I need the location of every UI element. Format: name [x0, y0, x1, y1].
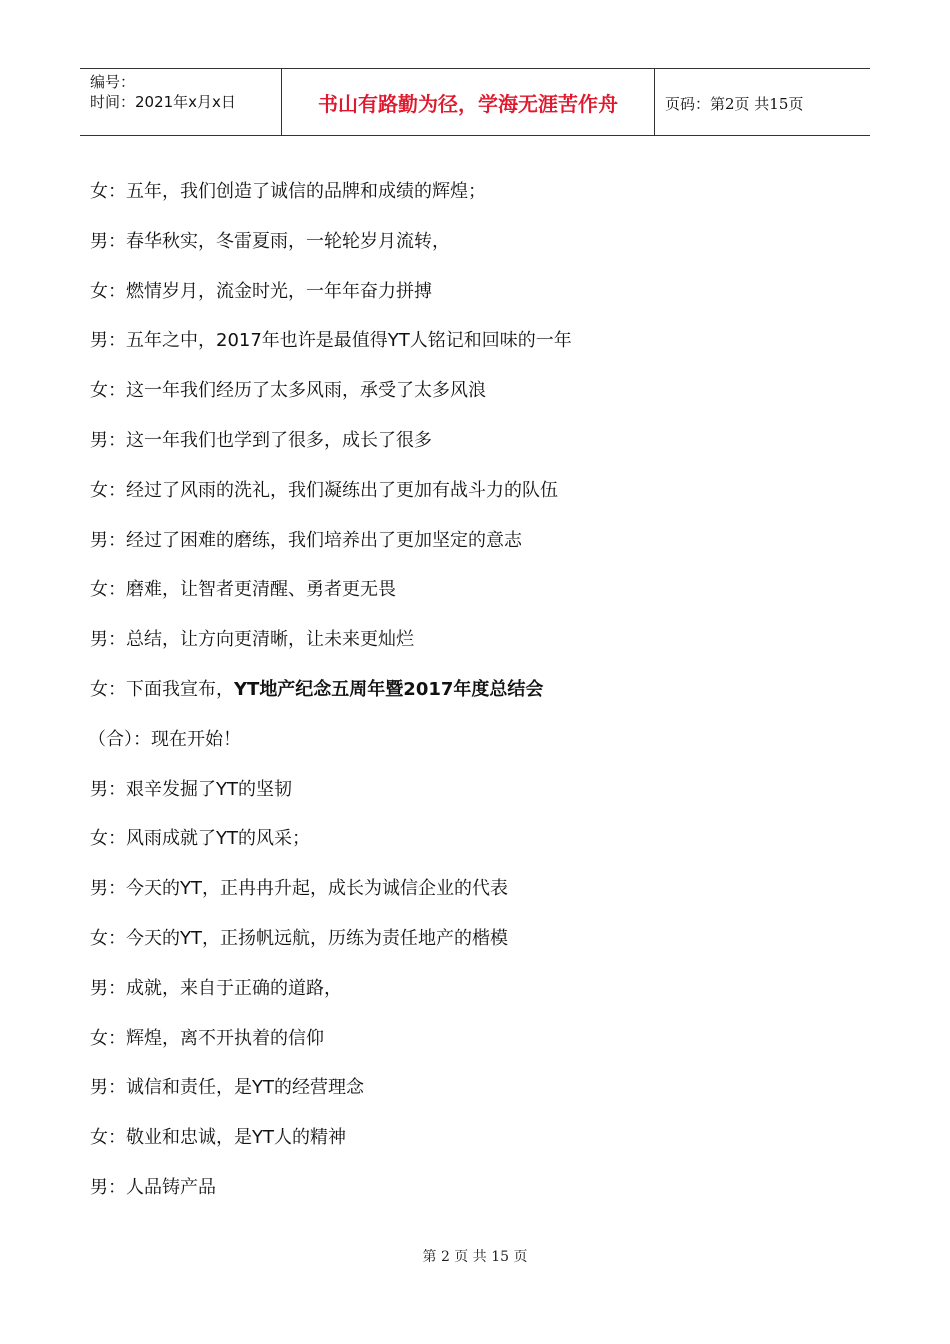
speaker-label: 男：: [90, 1177, 126, 1198]
dialogue-line: [90, 230, 450, 254]
line-text: 今天的YT，正扬帆远航，历练为责任地产的楷模: [126, 928, 508, 949]
dialogue-line: [90, 329, 572, 353]
speaker-label: 女：: [90, 479, 126, 501]
speaker-label: 男：: [90, 529, 126, 551]
dialogue-line: [90, 877, 508, 901]
speaker-label: 女：: [90, 828, 126, 850]
dialogue-line: [90, 778, 292, 802]
speaker-label: 女：: [90, 181, 126, 202]
line-text: 下面我宣布，: [126, 679, 234, 700]
line-text: 春华秋实，冬雷夏雨，一轮轮岁月流转，: [126, 230, 450, 252]
header-divider: [654, 69, 655, 135]
dialogue-line: [90, 977, 342, 1001]
line-text: 辉煌，离不开执着的信仰: [126, 1027, 324, 1049]
speaker-label: 女：: [90, 1027, 126, 1049]
document-number-label: 编号：: [90, 73, 136, 91]
line-text: 成就，来自于正确的道路，: [126, 977, 342, 999]
dialogue-line: [90, 429, 432, 453]
dialogue-line: [88, 728, 241, 752]
dialogue-line: [90, 280, 432, 304]
speaker-label: 女：: [90, 280, 126, 302]
dialogue-line: [90, 1176, 216, 1200]
line-text: 这一年我们经历了太多风雨，承受了太多风浪: [126, 380, 486, 402]
speaker-label: 女：: [90, 1127, 126, 1149]
dialogue-line: [90, 1076, 364, 1100]
line-text: 经过了风雨的洗礼，我们凝练出了更加有战斗力的队伍: [126, 479, 558, 501]
line-text: 人品铸产品: [126, 1177, 216, 1198]
dialogue-line: [90, 578, 396, 602]
speaker-label: 女：: [90, 679, 126, 700]
line-text: 诚信和责任，是YT的经营理念: [126, 1077, 364, 1099]
dialogue-line: [90, 628, 414, 652]
line-text: 经过了困难的磨练，我们培养出了更加坚定的意志: [126, 529, 522, 551]
speaker-label: 男：: [90, 629, 126, 651]
speaker-label: 男：: [90, 430, 126, 451]
line-text: 敬业和忠诚，是YT人的精神: [126, 1127, 346, 1149]
line-text: 燃情岁月，流金时光，一年年奋力拼搏: [126, 280, 432, 302]
dialogue-line: [90, 529, 522, 553]
speaker-label: 男：: [90, 977, 126, 999]
line-bold-text: YT地产纪念五周年暨2017年度总结会: [234, 679, 544, 700]
dialogue-line: [90, 379, 486, 403]
dialogue-line: [90, 1027, 324, 1051]
line-text: 五年，我们创造了诚信的品牌和成绩的辉煌；: [126, 181, 486, 202]
dialogue-line: [90, 678, 543, 702]
header-page-info: 页码：第2页 共15页: [665, 95, 804, 113]
line-text: 五年之中，2017年也许是最值得YT人铭记和回味的一年: [126, 330, 572, 352]
line-text: 现在开始！: [151, 728, 241, 750]
speaker-label: （合）：: [88, 728, 151, 750]
line-text: 这一年我们也学到了很多，成长了很多: [126, 430, 432, 451]
dialogue-line: [90, 927, 508, 951]
header-motto: 书山有路勤为径，学海无涯苦作舟: [318, 92, 618, 116]
dialogue-line: [90, 180, 486, 204]
speaker-label: 男：: [90, 878, 126, 900]
speaker-label: 男：: [90, 230, 126, 252]
page-header: [80, 68, 870, 136]
line-text: 艰辛发掘了YT的坚韧: [126, 778, 292, 800]
speaker-label: 女：: [90, 380, 126, 402]
speaker-label: 女：: [90, 579, 126, 601]
document-time-label: 时间：2021年x月x日: [90, 93, 236, 111]
line-text: 磨难，让智者更清醒、勇者更无畏: [126, 579, 396, 601]
speaker-label: 男：: [90, 330, 126, 352]
line-text: 总结，让方向更清晰，让未来更灿烂: [126, 629, 414, 651]
line-text: 今天的YT，正冉冉升起，成长为诚信企业的代表: [126, 878, 508, 900]
dialogue-line: [90, 1126, 346, 1150]
dialogue-line: [90, 479, 558, 503]
dialogue-line: [90, 827, 310, 851]
speaker-label: 男：: [90, 1077, 126, 1099]
speaker-label: 女：: [90, 928, 126, 949]
header-meta: [90, 72, 236, 112]
page-footer: 第 2 页 共 15 页: [422, 1249, 528, 1265]
speaker-label: 男：: [90, 778, 126, 800]
line-text: 风雨成就了YT的风采；: [126, 828, 310, 850]
